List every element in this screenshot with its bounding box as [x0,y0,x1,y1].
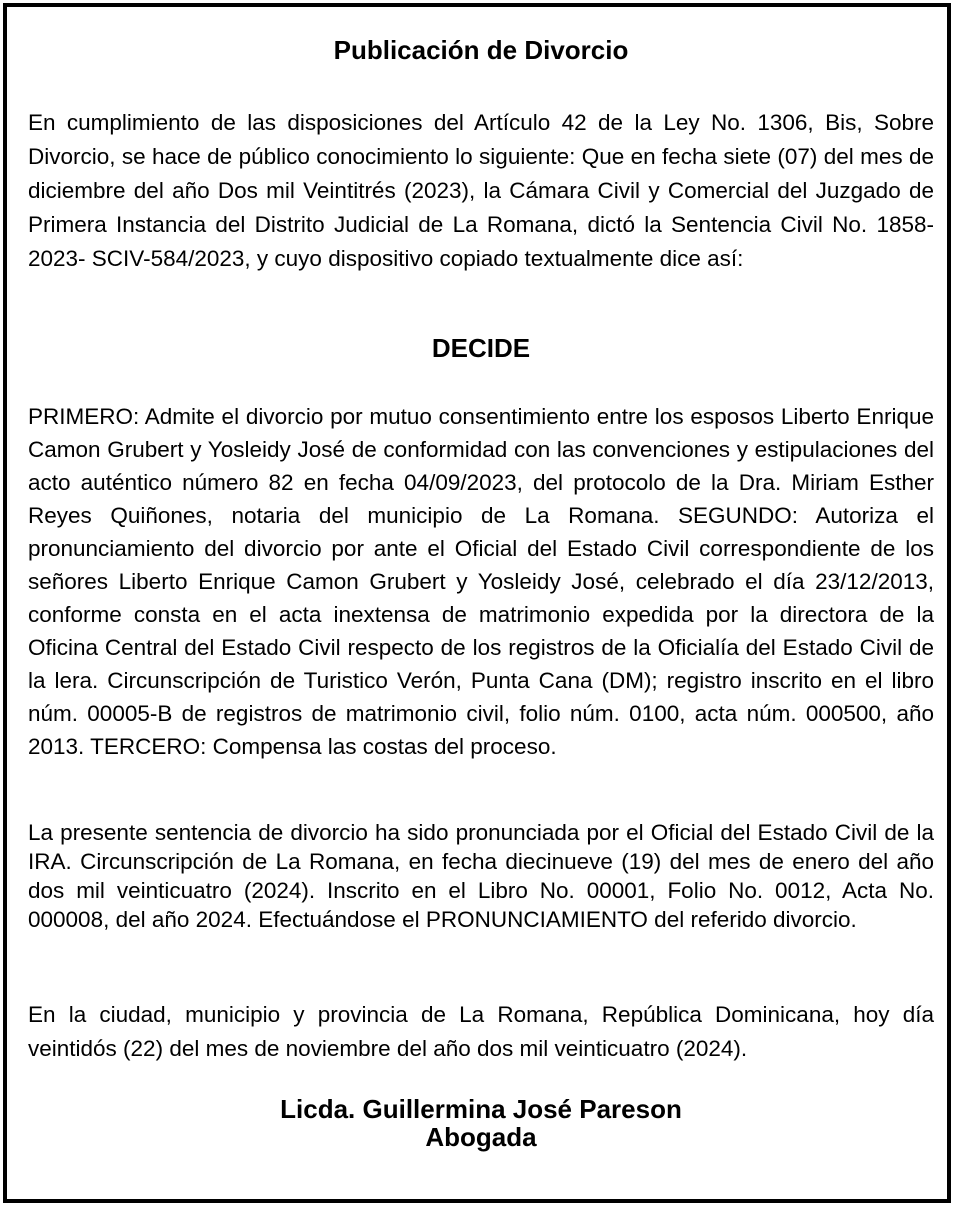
closing-paragraph: En la ciudad, municipio y provincia de La Romana, República Dominicana, hoy día veintidós (22) del mes de noviembre del año dos mil veinticuatro (2024). [28,1002,934,1061]
pronouncement-paragraph: La presente sentencia de divorcio ha sido pronunciada por el Oficial del Estado Civil de la IRA. Circunscripción de La Romana, en fecha diecinueve (19) del mes de enero del año dos mil veinticuatro (2024). Inscrito en el Libro No. 00001, Folio No. 0012, Acta No. 000008, del año 2024. Efectuándose el PRONUNCIAMIENTO del referido divorcio. [28,820,934,932]
publication-border [3,3,951,1203]
decision-paragraph: PRIMERO: Admite el divorcio por mutuo consentimiento entre los esposos Liberto Enrique Camon Grubert y Yosleidy José de conformidad con las convenciones y estipulaciones del acto auténtico número 82 en fecha 04/09/2023, del protocolo de la Dra. Miriam Esther Reyes Quiñones, notaria del municipio de La Romana. SEGUNDO: Autoriza el pronunciamiento del divorcio por ante el Oficial del Estado Civil correspondiente de los señores Liberto Enrique Camon Grubert y Yosleidy José, celebrado el día 23/12/2013, conforme consta en el acta inextensa de matrimonio expedida por la directora de la Oficina Central del Estado Civil respecto de los registros de la Oficialía del Estado Civil de la lera. Circunscripción de Turistico Verón, Punta Cana (DM); registro inscrito en el libro núm. 00005-B de registros de matrimonio civil, folio núm. 0100, acta núm. 000500, año 2013. TERCERO: Compensa las costas del proceso. [28,404,934,759]
decide-heading: DECIDE [431,333,531,363]
intro-paragraph: En cumplimiento de las disposiciones del Artículo 42 de la Ley No. 1306, Bis, Sobre Divorcio, se hace de público conocimiento lo siguiente: Que en fecha siete (07) del mes de diciembre del año Dos mil Veintitrés (2023), la Cámara Civil y Comercial del Juzgado de Primera Instancia del Distrito Judicial de La Romana, dictó la Sentencia Civil No. 1858-2023- SCIV-584/2023, y cuyo dispositivo copiado textualmente dice así: [28,110,934,271]
signer-title: Abogada [425,1122,537,1152]
page-title: Publicación de Divorcio [333,35,629,65]
signer-name: Licda. Guillermina José Pareson [280,1094,682,1124]
